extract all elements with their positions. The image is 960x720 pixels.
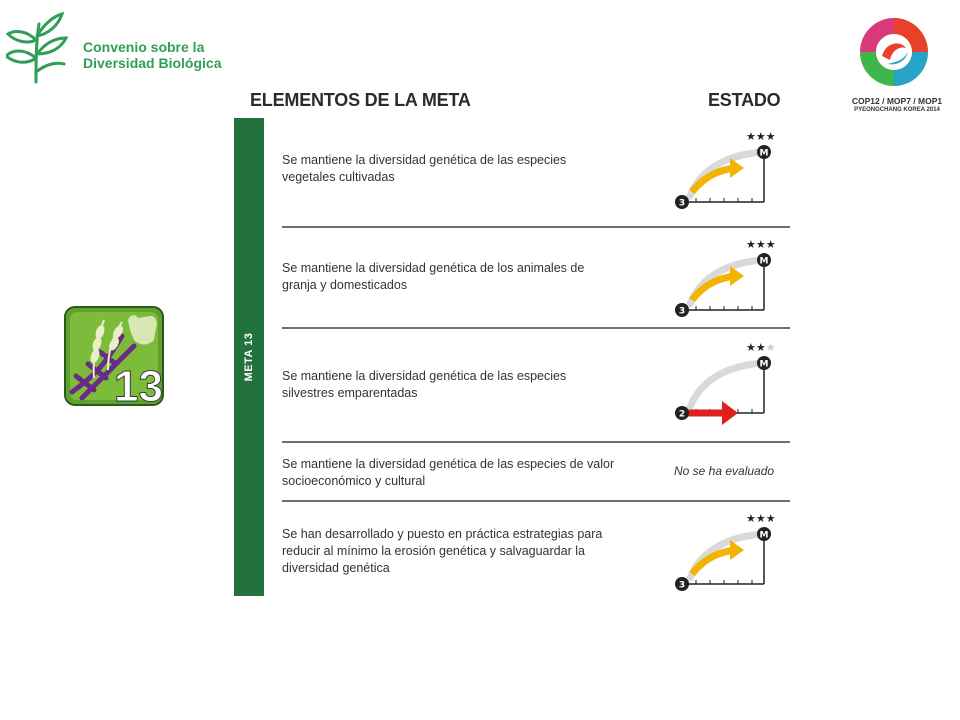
cbd-name-line2: Diversidad Biológica bbox=[83, 55, 222, 71]
cop12-caption bbox=[842, 96, 952, 114]
goal-element-row bbox=[264, 329, 790, 441]
cop12-emblem-icon bbox=[842, 12, 952, 96]
goal-element-row bbox=[264, 443, 790, 500]
status-level-marker: 2 bbox=[678, 409, 686, 420]
status-level-marker: 3 bbox=[678, 198, 686, 209]
goal-element-text bbox=[282, 260, 584, 294]
confidence-stars: ★★★ bbox=[746, 130, 776, 143]
status-gauge bbox=[672, 126, 792, 226]
status-level-marker: 3 bbox=[678, 580, 686, 591]
goal-element-text-line: Se mantiene la diversidad genética de las especies bbox=[282, 153, 567, 167]
not-evaluated-status: No se ha evaluado bbox=[674, 464, 775, 478]
goal-element-text bbox=[282, 456, 614, 490]
goal-element-text bbox=[282, 526, 602, 577]
goal-element-text-line: Se mantiene la diversidad genética de las especies de valor bbox=[282, 457, 615, 471]
status-max-marker: M bbox=[759, 359, 769, 370]
status-max-marker: M bbox=[759, 530, 769, 541]
header-goal-elements: ELEMENTOS DE LA META bbox=[250, 90, 471, 110]
goal-element-text bbox=[282, 152, 566, 186]
goal-element-text-line: reducir al mínimo la erosión genética y salvaguardar la bbox=[282, 544, 585, 558]
cbd-name-line1: Convenio sobre la bbox=[83, 39, 205, 55]
target-13-icon bbox=[64, 306, 164, 406]
meta-side-label bbox=[234, 118, 264, 596]
meta-side-label-text: META 13 bbox=[243, 332, 255, 382]
goal-element-row bbox=[264, 502, 790, 596]
cop12-caption-line2: PYEONGCHANG KOREA 2014 bbox=[854, 107, 940, 113]
status-max-marker: M bbox=[759, 148, 769, 159]
goal-element-text-line: Se han desarrollado y puesto en práctica estrategias para bbox=[282, 527, 603, 541]
goal-element-text-line: Se mantiene la diversidad genética de los animales de bbox=[282, 261, 585, 275]
cop12-logo bbox=[842, 12, 952, 127]
goal-element-text-line: silvestres emparentadas bbox=[282, 386, 418, 400]
confidence-stars: ★★★ bbox=[746, 238, 776, 251]
cbd-leaf-icon bbox=[6, 12, 76, 84]
status-gauge bbox=[672, 234, 792, 334]
status-gauge bbox=[672, 337, 792, 437]
goal-element-text-line: Se mantiene la diversidad genética de las especies bbox=[282, 369, 567, 383]
goal-element-row bbox=[264, 228, 790, 327]
confidence-stars: ★★★ bbox=[746, 341, 776, 354]
cbd-name bbox=[83, 39, 221, 71]
goal-element-text-line: vegetales cultivadas bbox=[282, 170, 395, 184]
target-number: 13 bbox=[114, 362, 163, 406]
status-level-marker: 3 bbox=[678, 306, 686, 317]
goal-element-text-line: socioeconómico y cultural bbox=[282, 474, 426, 488]
goal-element-text bbox=[282, 368, 566, 402]
cbd-logo bbox=[6, 12, 222, 84]
header-status: ESTADO bbox=[708, 90, 781, 110]
confidence-stars: ★★★ bbox=[746, 512, 776, 525]
goal-element-row bbox=[264, 120, 790, 226]
goal-element-text-line: granja y domesticados bbox=[282, 278, 408, 292]
cop12-caption-line1: COP12 / MOP7 / MOP1 bbox=[851, 96, 943, 106]
status-gauge bbox=[672, 508, 792, 596]
status-max-marker: M bbox=[759, 256, 769, 267]
goal-element-text-line: diversidad genética bbox=[282, 561, 390, 575]
